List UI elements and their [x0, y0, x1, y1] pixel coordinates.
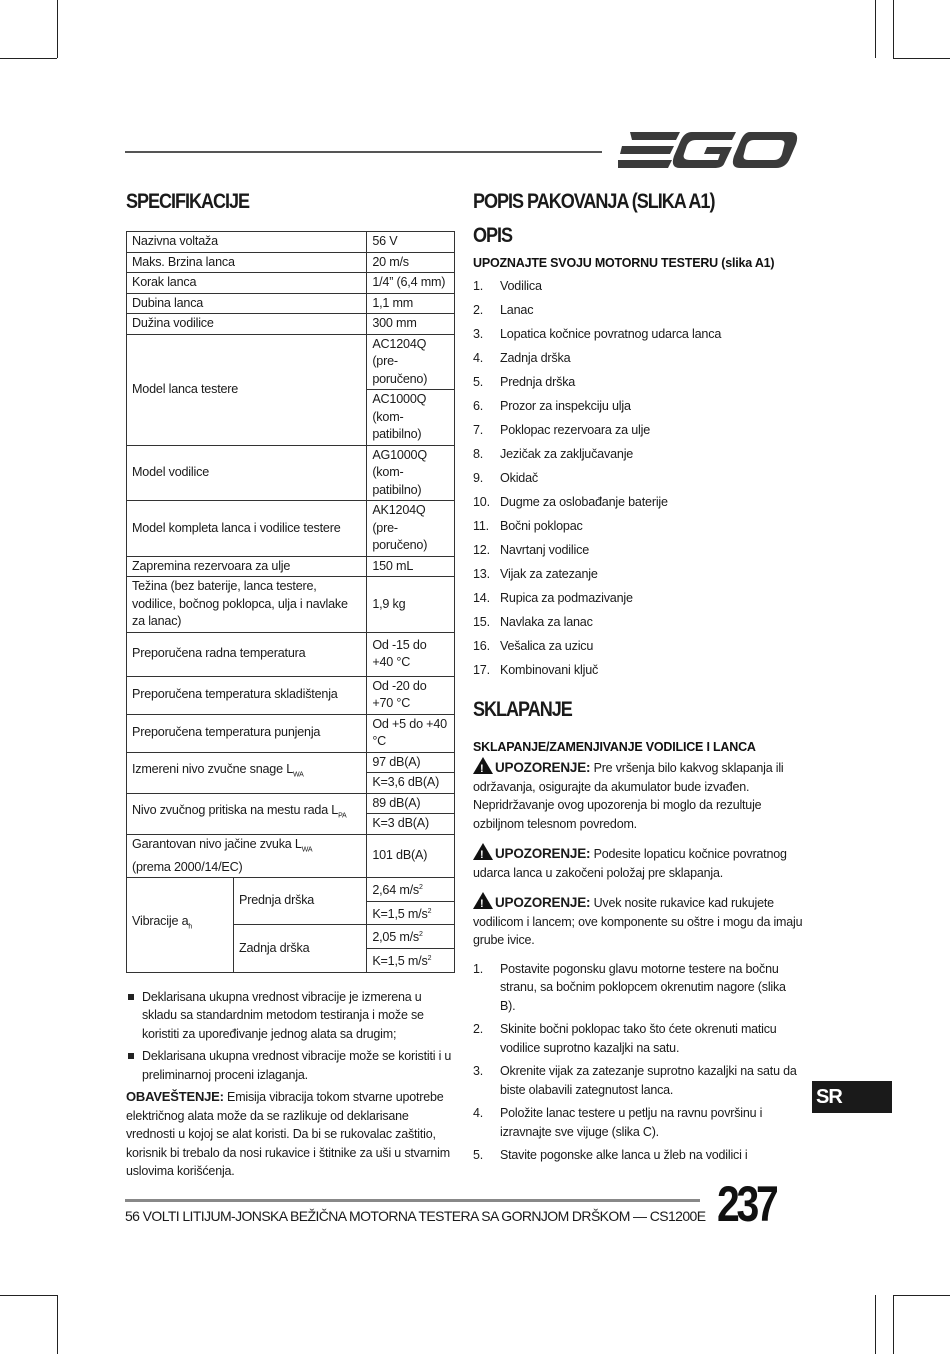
table-row: [127, 577, 455, 633]
warning-paragraph: [473, 843, 803, 882]
spec-label: Preporučena radna temperatura: [127, 632, 367, 676]
item-number: 2.: [473, 303, 484, 317]
spec-value: Od -15 do +40 °C: [367, 632, 455, 676]
item-number: 1.: [473, 279, 484, 293]
spec-value: K=3 dB(A): [367, 814, 455, 835]
item-text: Prozor za inspekciju ulja: [500, 399, 631, 413]
section-title-assembly: SKLAPANJE: [473, 698, 572, 721]
spec-value: Od +5 do +40 °C: [367, 714, 455, 752]
step-text: Položite lanac testere u petlju na ravnu površinu i izravnajte sve vijuge (slika C).: [500, 1106, 763, 1139]
spec-value: [367, 949, 455, 973]
spec-value-superscript: 2: [419, 884, 423, 892]
spec-value-text: K=1,5 m/s: [372, 954, 428, 969]
list-item: [473, 1062, 803, 1099]
list-item: [473, 564, 803, 588]
list-item: [473, 612, 803, 636]
list-item: [473, 540, 803, 564]
item-text: Lopatica kočnice povratnog udarca lanca: [500, 327, 722, 341]
item-text: Lanac: [500, 303, 534, 317]
list-item: [473, 444, 803, 468]
warning-label: UPOZORENJE:: [495, 760, 591, 775]
spec-label: Težina (bez baterije, lanca testere, vodilice, bočnog poklopca, ulja i navlake za lanac): [127, 577, 367, 633]
table-row: [127, 834, 455, 878]
specifications-table: [126, 231, 455, 973]
item-number: 8.: [473, 447, 484, 461]
item-number: 6.: [473, 399, 484, 413]
list-item: [473, 324, 803, 348]
warning-label: UPOZORENJE:: [495, 846, 591, 861]
spec-label: [127, 834, 367, 878]
table-row: [127, 273, 455, 294]
spec-label: Model lanca testere: [127, 334, 367, 445]
spec-sublabel: Zadnja drška: [234, 925, 367, 972]
spec-value: Od -20 do +70 °C: [367, 676, 455, 714]
spec-value: 56 V: [367, 232, 455, 253]
crop-mark: [0, 1295, 57, 1296]
spec-value-text: K=1,5 m/s: [372, 906, 428, 921]
subsection-title-bar-chain: SKLAPANJE/ZAMENJIVANJE VODILICE I LANCA: [473, 740, 756, 754]
warning-paragraph: [473, 892, 803, 950]
spec-value: AG1000Q (kom-patibilno): [367, 445, 455, 501]
table-row: [127, 556, 455, 577]
step-number: 5.: [473, 1148, 484, 1162]
spec-label-text: Vibracije a: [132, 914, 189, 929]
spec-label-text: Nivo zvučnog pritiska na mestu rada L: [132, 802, 339, 817]
list-item: [473, 960, 803, 1016]
item-text: Navrtanj vodilice: [500, 543, 589, 557]
item-number: 3.: [473, 327, 484, 341]
item-number: 16.: [473, 639, 490, 653]
item-number: 10.: [473, 495, 490, 509]
spec-value: 101 dB(A): [367, 834, 455, 878]
list-item: [473, 1020, 803, 1057]
ego-logo: [618, 130, 798, 170]
item-number: 5.: [473, 375, 484, 389]
list-item: [473, 372, 803, 396]
item-text: Okidač: [500, 471, 538, 485]
table-row: [127, 714, 455, 752]
spec-label: Nazivna voltaža: [127, 232, 367, 253]
spec-sublabel: Prednja drška: [234, 878, 367, 925]
table-row: [127, 314, 455, 335]
list-item: [126, 1047, 456, 1084]
list-item: [473, 660, 803, 684]
warning-text: Uvek nosite rukavice kad rukujete vodilicom i lancem; ove komponente su oštre i mogu da imaju grube ivice.: [473, 896, 803, 947]
spec-label: Dužina vodilice: [127, 314, 367, 335]
crop-mark: [57, 0, 58, 58]
spec-label: Model vodilice: [127, 445, 367, 501]
item-text: Prednja drška: [500, 375, 576, 389]
list-item: [473, 468, 803, 492]
subsection-title-know-your-saw: UPOZNAJTE SVOJU MOTORNU TESTERU (slika A1): [473, 256, 775, 270]
list-item: [473, 516, 803, 540]
spec-value: 1,1 mm: [367, 293, 455, 314]
spec-label-subscript: WA: [293, 771, 304, 779]
item-number: 4.: [473, 351, 484, 365]
list-item: [473, 396, 803, 420]
footer-title: 56 VOLTI LITIJUM-JONSKA BEŽIČNA MOTORNA TESTERA SA GORNJOM DRŠKOM — CS1200E: [125, 1208, 706, 1224]
spec-value: 97 dB(A): [367, 752, 455, 773]
assembly-steps-list: [473, 960, 803, 1165]
spec-value-superscript: 2: [427, 907, 432, 915]
list-item: [473, 636, 803, 660]
spec-label: Preporučena temperatura skladištenja: [127, 676, 367, 714]
warning-text: Pre vršenja bilo kakvog sklapanja ili održavanja, osigurajte da akumulator bude izvađen. Nepridržavanje ovog upozorenja bi moglo da rezultuje ozbiljnom telesnom povredom.: [473, 761, 784, 831]
crop-mark: [893, 58, 950, 59]
step-text: Stavite pogonske alke lanca u žleb na vodilici i: [500, 1148, 748, 1162]
list-item: [126, 988, 456, 1044]
spec-label-text: (prema 2000/14/EC): [132, 859, 243, 874]
spec-value: [367, 901, 455, 925]
spec-label: Preporučena temperatura punjenja: [127, 714, 367, 752]
warning-triangle-icon: [473, 892, 493, 909]
spec-label: [127, 793, 367, 834]
footer-rule: [125, 1199, 700, 1202]
table-row: [127, 501, 455, 557]
spec-label: Zapremina rezervoara za ulje: [127, 556, 367, 577]
table-row: [127, 676, 455, 714]
spec-value: AC1204Q (pre-poručeno): [367, 334, 455, 390]
spec-value: 89 dB(A): [367, 793, 455, 814]
item-text: Vijak za zatezanje: [500, 567, 598, 581]
item-text: Navlaka za lanac: [500, 615, 593, 629]
item-text: Zadnja drška: [500, 351, 571, 365]
item-text: Jezičak za zaključavanje: [500, 447, 634, 461]
spec-label-subscript: h: [188, 923, 193, 931]
spec-label-text: Izmereni nivo zvučne snage L: [132, 761, 294, 776]
list-item: [473, 492, 803, 516]
crop-mark: [893, 1295, 894, 1354]
right-column: [473, 190, 803, 1170]
warning-text: Podesite lopaticu kočnice povratnog udarca lanca u zakočeni položaj pre sklapanja.: [473, 847, 787, 880]
spec-value: 150 mL: [367, 556, 455, 577]
list-item: [473, 420, 803, 444]
notice-label: OBAVEŠTENJE:: [126, 1089, 224, 1105]
spec-value: AK1204Q (pre-poručeno): [367, 501, 455, 557]
item-number: 17.: [473, 663, 490, 677]
spec-value: AC1000Q (kom-patibilno): [367, 390, 455, 446]
table-row: [127, 752, 455, 773]
notice-text: Emisija vibracija tokom stvarne upotrebe električnog alata može da se razlikuje od deklarisane vrednosti u kojoj se alat koristi. Da bi se rukovalac zaštitio, korisnik bi trebalo da nosi rukavice i štitnike za uši u stvarnim uslovima korišćenja.: [126, 1090, 450, 1179]
spec-label: Model kompleta lanca i vodilice testere: [127, 501, 367, 557]
item-number: 14.: [473, 591, 490, 605]
list-item: [473, 1104, 803, 1141]
notice-paragraph: [126, 1088, 456, 1181]
crop-mark: [893, 0, 894, 58]
list-item-text: Deklarisana ukupna vrednost vibracije može se koristiti i u preliminarnoj proceni izlaganja.: [142, 1049, 452, 1082]
crop-mark: [893, 1295, 950, 1296]
spec-value: [367, 878, 455, 902]
spec-label-subscript: WA: [301, 846, 313, 854]
step-text: Okrenite vijak za zatezanje suprotno kazaljki na satu da biste olabavili zategnutost lanca.: [500, 1064, 797, 1097]
spec-value-superscript: 2: [427, 955, 432, 963]
item-text: Vešalica za uzicu: [500, 639, 594, 653]
table-row: [127, 632, 455, 676]
spec-value-text: 2,05 m/s: [372, 930, 420, 945]
spec-label: Korak lanca: [127, 273, 367, 294]
section-title-packing-list: POPIS PAKOVANJA (SLIKA A1): [473, 190, 715, 213]
item-number: 11.: [473, 519, 489, 533]
list-item: [473, 300, 803, 324]
item-text: Dugme za oslobađanje baterije: [500, 495, 668, 509]
step-number: 2.: [473, 1022, 484, 1036]
spec-label: [127, 878, 234, 973]
item-text: Vodilica: [500, 279, 542, 293]
spec-value: K=3,6 dB(A): [367, 773, 455, 794]
list-item-text: Deklarisana ukupna vrednost vibracije je izmerena u skladu sa standardnim metodom testiranja i može se koristiti za upoređivanje jednog alata sa drugim;: [142, 989, 424, 1041]
item-number: 12.: [473, 543, 490, 557]
crop-mark: [57, 1295, 58, 1354]
item-text: Kombinovani ključ: [500, 663, 599, 677]
spec-value: 300 mm: [367, 314, 455, 335]
list-item: [473, 348, 803, 372]
crop-mark: [0, 58, 57, 59]
step-text: Postavite pogonsku glavu motorne testere na bočnu stranu, sa bočnim poklopcem okrenutim nagore (slika B).: [500, 961, 786, 1013]
spec-value-superscript: 2: [419, 931, 423, 939]
vibration-notes-list: [126, 988, 456, 1085]
warning-triangle-icon: [473, 843, 493, 860]
list-item: [473, 588, 803, 612]
spec-value: 1/4” (6,4 mm): [367, 273, 455, 294]
item-number: 15.: [473, 615, 490, 629]
item-number: 7.: [473, 423, 484, 437]
step-number: 1.: [473, 961, 484, 976]
table-row: [127, 232, 455, 253]
list-item: [473, 276, 803, 300]
spec-value: 1,9 kg: [367, 577, 455, 633]
warning-triangle-icon: [473, 757, 493, 774]
table-row: [127, 445, 455, 501]
bullet-square-icon: [128, 994, 134, 1000]
spec-label-subscript: PA: [338, 812, 347, 820]
crop-mark: [875, 0, 876, 58]
item-text: Bočni poklopac: [500, 519, 583, 533]
step-text: Skinite bočni poklopac tako što ćete okrenuti maticu vodilice suprotno kazaljki na satu.: [500, 1022, 777, 1055]
warning-paragraph: [473, 757, 803, 833]
step-number: 3.: [473, 1064, 484, 1078]
table-row: [127, 878, 455, 902]
item-number: 9.: [473, 471, 484, 485]
spec-value: [367, 925, 455, 949]
warning-label: UPOZORENJE:: [495, 895, 591, 910]
table-row: [127, 293, 455, 314]
step-number: 4.: [473, 1106, 484, 1120]
spec-value: 20 m/s: [367, 252, 455, 273]
table-row: [127, 252, 455, 273]
spec-label: Maks. Brzina lanca: [127, 252, 367, 273]
page-number: 237: [717, 1176, 776, 1232]
section-title-description: OPIS: [473, 224, 513, 247]
left-column: [126, 190, 456, 1181]
spec-label: [127, 752, 367, 793]
table-row: [127, 334, 455, 390]
language-tab: SR: [812, 1081, 892, 1113]
section-title-specifications: SPECIFIKACIJE: [126, 190, 250, 213]
item-text: Poklopac rezervoara za ulje: [500, 423, 651, 437]
list-item: [473, 1146, 803, 1165]
parts-list: [473, 276, 803, 684]
spec-label-text: Garantovan nivo jačine zvuka L: [132, 836, 302, 851]
spec-label: Dubina lanca: [127, 293, 367, 314]
bullet-square-icon: [128, 1053, 134, 1059]
item-text: Rupica za podmazivanje: [500, 591, 633, 605]
table-row: [127, 793, 455, 814]
header-rule: [125, 151, 602, 153]
crop-mark: [875, 1295, 876, 1354]
item-number: 13.: [473, 567, 490, 581]
spec-value-text: 2,64 m/s: [372, 883, 420, 898]
